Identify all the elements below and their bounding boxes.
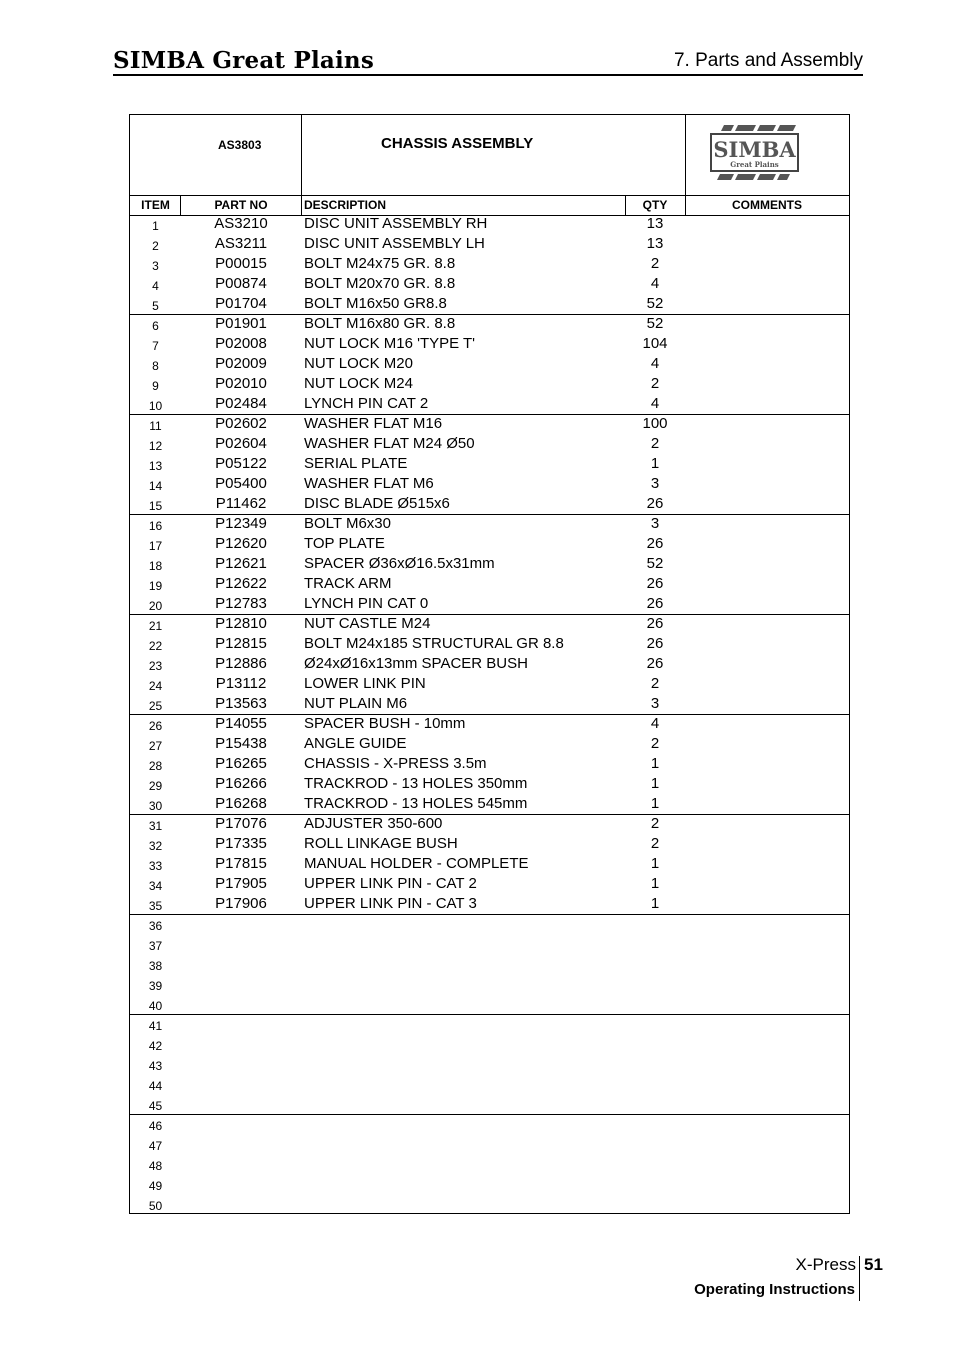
table-row [130,975,849,995]
item-number: 30 [148,799,163,813]
part-description: MANUAL HOLDER - COMPLETE [304,855,529,872]
part-number: P12783 [215,595,267,612]
part-description: DISC BLADE Ø515x6 [304,495,450,512]
simba-logo-icon [710,125,799,180]
table-row [130,895,849,915]
table-row [130,875,849,895]
table-row [130,435,849,455]
part-number: P12810 [215,615,267,632]
item-number: 35 [148,899,163,913]
table-row [130,275,849,295]
part-quantity: 52 [646,295,664,312]
svg-text:Great Plains: Great Plains [730,160,779,169]
part-quantity: 1 [650,795,660,812]
column-divider [625,195,626,215]
part-quantity: 1 [650,755,660,772]
part-description: BOLT M16x80 GR. 8.8 [304,315,456,332]
header-divider [113,74,863,76]
part-quantity: 2 [650,815,660,832]
table-row [130,215,849,235]
part-description: TRACK ARM [304,575,392,592]
part-description: DISC UNIT ASSEMBLY RH [304,215,488,232]
column-item: ITEM [141,198,170,212]
table-row [130,795,849,815]
table-row [130,835,849,855]
part-quantity: 1 [650,855,660,872]
part-quantity: 4 [650,275,660,292]
part-description: ADJUSTER 350-600 [304,815,443,832]
column-description: DESCRIPTION [304,198,387,212]
part-number: P02484 [215,395,267,412]
part-quantity: 1 [650,455,660,472]
item-number: 42 [148,1039,163,1053]
part-quantity: 52 [646,315,664,332]
item-number: 2 [152,239,159,253]
part-description: WASHER FLAT M16 [304,415,443,432]
table-row [130,715,849,735]
table-row [130,335,849,355]
item-number: 34 [148,879,163,893]
assembly-header [130,115,849,196]
item-number: 18 [148,559,163,573]
part-description: BOLT M16x50 GR8.8 [304,295,447,312]
item-number: 39 [148,979,163,993]
part-quantity: 2 [650,735,660,752]
part-number: P02602 [215,415,267,432]
page-number: 51 [864,1255,883,1274]
part-number: P15438 [215,735,267,752]
column-divider [685,115,686,215]
part-quantity: 26 [646,635,664,652]
part-description: DISC UNIT ASSEMBLY LH [304,235,485,252]
table-row [130,1175,849,1195]
item-number: 48 [148,1159,163,1173]
table-row [130,395,849,415]
part-quantity: 1 [650,875,660,892]
item-number: 46 [148,1119,163,1133]
item-number: 22 [148,639,163,653]
part-number: P12349 [215,515,267,532]
table-row [130,635,849,655]
part-number: P13563 [215,695,267,712]
part-number: P12815 [215,635,267,652]
part-number: P16265 [215,755,267,772]
item-number: 44 [148,1079,163,1093]
item-number: 37 [148,939,163,953]
part-number: P11462 [215,495,267,512]
item-number: 3 [152,259,159,273]
part-number: AS3211 [214,235,268,252]
table-row [130,555,849,575]
part-number: P00015 [215,255,267,272]
item-number: 10 [148,399,163,413]
item-number: 49 [148,1179,163,1193]
part-description: CHASSIS - X-PRESS 3.5m [304,755,487,772]
part-description: WASHER FLAT M24 Ø50 [304,435,475,452]
table-row [130,1155,849,1175]
table-row [130,375,849,395]
table-row [130,355,849,375]
table-row [130,1055,849,1075]
part-quantity: 104 [642,335,668,352]
table-row [130,915,849,935]
item-number: 1 [152,219,159,233]
part-number: P17335 [215,835,267,852]
item-number: 6 [152,319,159,333]
table-row [130,495,849,515]
part-number: P17905 [215,875,267,892]
table-row [130,1075,849,1095]
item-number: 27 [148,739,163,753]
table-row [130,695,849,715]
item-number: 29 [148,779,163,793]
table-row [130,1015,849,1035]
column-comments: COMMENTS [732,198,802,212]
table-row [130,575,849,595]
item-number: 28 [148,759,163,773]
part-quantity: 13 [646,235,664,252]
column-header-row [130,195,849,216]
part-description: LYNCH PIN CAT 0 [304,595,429,612]
table-row [130,1035,849,1055]
item-number: 9 [152,379,159,393]
part-quantity: 26 [646,535,664,552]
item-number: 43 [148,1059,163,1073]
part-number: P16268 [215,795,267,812]
part-quantity: 3 [650,695,660,712]
part-quantity: 4 [650,395,660,412]
part-description: NUT LOCK M20 [304,355,413,372]
part-number: P02604 [215,435,267,452]
item-number: 33 [148,859,163,873]
part-quantity: 4 [650,355,660,372]
item-number: 45 [148,1099,163,1113]
part-quantity: 1 [650,895,660,912]
item-number: 7 [152,339,159,353]
part-description: TRACKROD - 13 HOLES 350mm [304,775,528,792]
part-description: NUT LOCK M24 [304,375,413,392]
item-number: 20 [148,599,163,613]
part-description: SERIAL PLATE [304,455,408,472]
part-description: ROLL LINKAGE BUSH [304,835,458,852]
part-number: P02009 [215,355,267,372]
item-number: 16 [148,519,163,533]
item-number: 38 [148,959,163,973]
footer-product: X-Press [795,1255,856,1274]
part-description: LYNCH PIN CAT 2 [304,395,429,412]
table-row [130,535,849,555]
item-number: 25 [148,699,163,713]
part-number: P05122 [215,455,267,472]
part-description: UPPER LINK PIN - CAT 3 [304,895,477,912]
part-number: AS3210 [214,215,268,232]
item-number: 26 [148,719,163,733]
table-row [130,1195,849,1215]
table-row [130,1115,849,1135]
part-quantity: 52 [646,555,664,572]
item-number: 15 [148,499,163,513]
part-quantity: 100 [642,415,668,432]
table-row [130,855,849,875]
svg-text:SIMBA: SIMBA [713,137,796,162]
part-quantity: 2 [650,835,660,852]
item-number: 11 [149,419,162,433]
table-row [130,675,849,695]
part-number: P05400 [215,475,267,492]
part-description: BOLT M24x75 GR. 8.8 [304,255,456,272]
table-row [130,255,849,275]
item-number: 41 [148,1019,163,1033]
table-row [130,1135,849,1155]
item-number: 4 [152,279,159,293]
item-number: 23 [148,659,163,673]
assembly-title: CHASSIS ASSEMBLY [381,135,534,152]
table-row [130,455,849,475]
part-number: P12621 [215,555,267,572]
footer-document-type: Operating Instructions [694,1281,855,1298]
item-number: 36 [148,919,163,933]
item-number: 40 [148,999,163,1013]
part-description: NUT LOCK M16 'TYPE T' [304,335,476,352]
part-description: BOLT M6x30 [304,515,391,532]
part-quantity: 26 [646,595,664,612]
part-description: NUT CASTLE M24 [304,615,431,632]
part-description: TRACKROD - 13 HOLES 545mm [304,795,528,812]
part-number: P00874 [215,275,267,292]
table-row [130,1095,849,1115]
table-row [130,315,849,335]
part-number: P02010 [215,375,267,392]
table-row [130,735,849,755]
part-quantity: 26 [646,575,664,592]
part-number: P17076 [215,815,267,832]
part-quantity: 26 [646,615,664,632]
column-part-no: PART NO [214,198,268,212]
part-description: Ø24xØ16x13mm SPACER BUSH [304,655,528,672]
item-number: 12 [148,439,163,453]
part-quantity: 2 [650,375,660,392]
column-divider [180,195,181,215]
part-description: UPPER LINK PIN - CAT 2 [304,875,477,892]
part-number: P14055 [215,715,267,732]
part-quantity: 2 [650,435,660,452]
item-number: 21 [148,619,163,633]
part-number: P16266 [215,775,267,792]
part-quantity: 26 [646,655,664,672]
table-row [130,995,849,1015]
part-number: P17906 [215,895,267,912]
part-quantity: 4 [650,715,660,732]
part-description: LOWER LINK PIN [304,675,426,692]
column-divider [301,115,302,215]
table-row [130,815,849,835]
column-qty: QTY [642,198,668,212]
item-number: 19 [148,579,163,593]
item-number: 24 [148,679,163,693]
part-number: P13112 [215,675,267,692]
part-quantity: 2 [650,255,660,272]
part-description: TOP PLATE [304,535,385,552]
item-number: 50 [148,1199,163,1213]
item-number: 31 [148,819,163,833]
item-number: 47 [148,1139,163,1153]
part-description: SPACER Ø36xØ16.5x31mm [304,555,495,572]
part-quantity: 3 [650,515,660,532]
part-number: P01901 [215,315,267,332]
table-row [130,595,849,615]
table-row [130,515,849,535]
part-number: P02008 [215,335,267,352]
table-row [130,475,849,495]
item-number: 17 [148,539,163,553]
part-quantity: 3 [650,475,660,492]
brand-logo-text: SIMBA Great Plains [113,47,374,74]
table-row [130,235,849,255]
part-quantity: 1 [650,775,660,792]
table-row [130,295,849,315]
assembly-number: AS3803 [218,138,262,152]
footer-divider [859,1256,860,1301]
item-number: 14 [148,479,163,493]
part-number: P12622 [215,575,267,592]
item-number: 13 [148,459,163,473]
part-number: P12620 [215,535,267,552]
part-description: SPACER BUSH - 10mm [304,715,466,732]
part-description: WASHER FLAT M6 [304,475,434,492]
table-row [130,415,849,435]
part-quantity: 26 [646,495,664,512]
parts-table [129,114,850,1214]
part-description: BOLT M20x70 GR. 8.8 [304,275,456,292]
table-row [130,655,849,675]
item-number: 8 [152,359,159,373]
part-description: BOLT M24x185 STRUCTURAL GR 8.8 [304,635,564,652]
table-row [130,775,849,795]
item-number: 32 [148,839,163,853]
section-title: 7. Parts and Assembly [673,50,863,71]
part-number: P12886 [215,655,267,672]
table-row [130,955,849,975]
part-quantity: 2 [650,675,660,692]
part-number: P01704 [215,295,267,312]
part-number: P17815 [215,855,267,872]
table-row [130,935,849,955]
part-description: ANGLE GUIDE [304,735,407,752]
part-description: NUT PLAIN M6 [304,695,408,712]
table-row [130,755,849,775]
part-quantity: 13 [646,215,664,232]
table-row [130,615,849,635]
item-number: 5 [152,299,159,313]
